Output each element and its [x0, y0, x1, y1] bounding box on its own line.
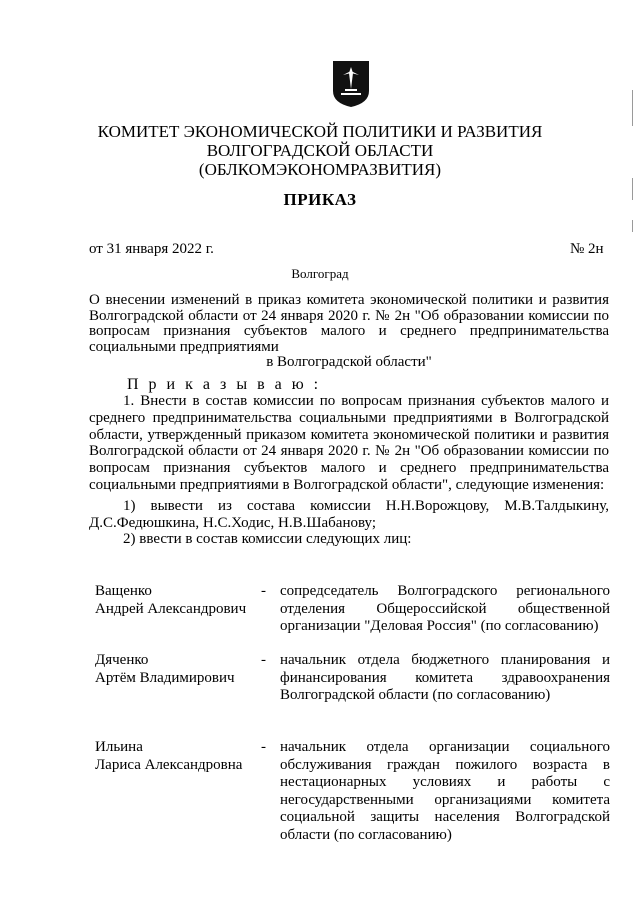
member-surname: Дяченко [95, 652, 149, 668]
document-type-title: ПРИКАЗ [283, 190, 357, 209]
city-name: Волгоград [291, 266, 349, 281]
document-number: № 2н [570, 241, 604, 257]
member-given-names: Андрей Александрович [95, 600, 247, 617]
member-dash: - [261, 739, 266, 755]
order-subject-text: О внесении изменений в приказ комитета экономической политики и развития Волгоградской области от 24 января 2020 г. № 2н "Об образовании комиссии по вопросам признания субъектов малого и среднего предпринимательства социальными предприятиями [89, 292, 609, 355]
scan-edge-mark [632, 178, 633, 200]
member-name [95, 583, 265, 618]
member-dash: - [261, 652, 266, 668]
member-dash: - [261, 583, 266, 599]
member-name [95, 652, 265, 687]
member-given-names: Артём Владимирович [95, 669, 235, 686]
scan-edge-mark [632, 220, 633, 232]
committee-name-line1: КОМИТЕТ ЭКОНОМИЧЕСКОЙ ПОЛИТИКИ И РАЗВИТИЯ [97, 122, 543, 141]
member-surname: Ващенко [95, 583, 152, 599]
order-word: П р и к а з ы в а ю : [127, 376, 322, 393]
member-surname: Ильина [95, 739, 143, 755]
member-name [95, 739, 265, 774]
scan-edge-mark [632, 90, 633, 126]
coat-of-arms-emblem [331, 59, 371, 109]
member-role: сопредседатель Волгоградского регионального отделения Общероссийской общественной организации "Деловая Россия" (по согласованию) [280, 583, 610, 634]
list-item-1: 1) вывести из состава комиссии Н.Н.Ворожцову, М.В.Талдыкину, Д.С.Федюшкина, Н.С.Ходис, Н.В.Шабанову; [89, 497, 609, 531]
member-role: начальник отдела бюджетного планирования и финансирования комитета здравоохранения Волгоградской области (по согласованию) [280, 652, 610, 703]
order-subject-last-line: в Волгоградской области" [266, 354, 432, 370]
committee-abbrev: (ОБЛКОМЭКОНОМРАЗВИТИЯ) [198, 160, 442, 179]
document-date: от 31 января 2022 г. [89, 241, 214, 257]
member-given-names: Лариса Александровна [95, 756, 243, 773]
member-role: начальник отдела организации социального обслуживания граждан пожилого возраста в нестационарных условиях и работы с негосударственными организациями комитета социальной защиты населения Волгоградской области (по согласованию) [280, 739, 610, 843]
committee-name-line2: ВОЛГОГРАДСКОЙ ОБЛАСТИ [206, 141, 434, 160]
order-subject [89, 293, 609, 371]
order-body [89, 393, 609, 548]
list-item-2: 2) ввести в состав комиссии следующих лиц: [123, 531, 412, 548]
paragraph-1: 1. Внести в состав комиссии по вопросам признания субъектов малого и среднего предпринимательства социальными предприятиями в Волгоградской области, утвержденный приказом комитета экономической политики и развития Волгоградской области от 24 января 2020 г. № 2н "Об образовании комиссии по вопросам признания субъектов малого и среднего предпринимательства социальными предприятиями в Волгоградской области", следующие изменения: [89, 393, 609, 493]
